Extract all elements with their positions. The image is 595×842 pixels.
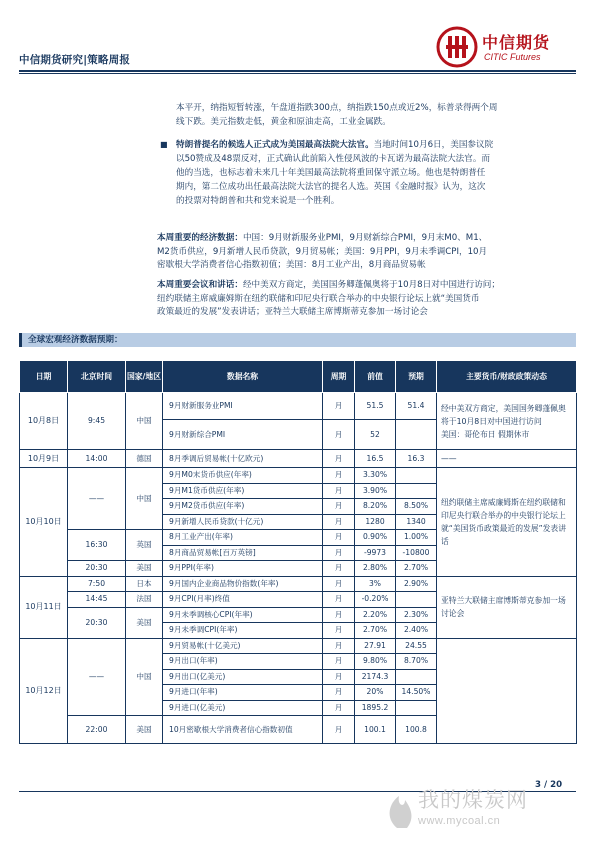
cell-indicator: 9月财新综合PMI	[163, 420, 323, 450]
watermark-url: www.mycoal.cn	[418, 815, 501, 827]
cell-previous: 20%	[355, 685, 396, 701]
table-row	[20, 638, 577, 654]
section-heading: 本周重要会议和讲话：	[157, 280, 243, 290]
cell-period: 月	[323, 700, 355, 716]
cell-forecast: 24.55	[396, 638, 437, 654]
cell-forecast	[396, 420, 437, 450]
watermark-text: 我的煤炭网	[418, 788, 528, 812]
cell-forecast: 14.50%	[396, 685, 437, 701]
cell-country: 英国	[126, 530, 163, 561]
cell-indicator: 9月进口(年率)	[163, 685, 323, 701]
cell-previous: 52	[355, 420, 396, 450]
cell-previous: 100.1	[355, 716, 396, 744]
cell-forecast: 51.4	[396, 393, 437, 420]
cell-country: 中国	[126, 638, 163, 716]
cell-country: 法国	[126, 592, 163, 608]
cell-previous: 0.90%	[355, 530, 396, 546]
text-line: 纽约联储主席威廉姆斯在纽约联储和印尼央行联合举办的中央银行论坛上就“美国货币	[157, 293, 480, 304]
cell-country: 美国	[126, 716, 163, 744]
cell-period: 月	[323, 545, 355, 561]
bullet-square-icon: ■	[160, 140, 168, 149]
cell-previous: 1280	[355, 514, 396, 530]
cell-indicator: 9月M2货币供应(年率)	[163, 499, 323, 515]
cell-time: 22:00	[68, 716, 126, 744]
cell-time: 20:30	[68, 607, 126, 638]
header-rule-thin	[19, 73, 576, 74]
cell-period: 月	[323, 654, 355, 670]
table-header-row	[20, 361, 577, 393]
cell-previous: 2174.3	[355, 669, 396, 685]
cell-period: 月	[323, 669, 355, 685]
cell-forecast	[396, 592, 437, 608]
cell-indicator: 9月贸易帐(十亿美元)	[163, 638, 323, 654]
text-line: 当地时间10月6日，美国参议院	[373, 140, 494, 150]
section-bar-global-macro: 全球宏观经济数据预期：	[19, 333, 576, 347]
cell-previous: 51.5	[355, 393, 396, 420]
cell-time: 20:30	[68, 561, 126, 577]
cell-policy	[437, 393, 577, 450]
cell-country: 德国	[126, 450, 163, 468]
cell-previous: 2.20%	[355, 607, 396, 623]
col-header-time: 北京时间	[68, 361, 126, 393]
cell-previous: 3.30%	[355, 468, 396, 484]
text-line: 经中美双方商定，美国国务卿蓬佩奥将于10月8日对中国进行访问；	[242, 280, 500, 290]
cell-period: 月	[323, 607, 355, 623]
cell-indicator: 9月PPI(年率)	[163, 561, 323, 577]
table-row	[20, 393, 577, 420]
cell-period: 月	[323, 450, 355, 468]
section-heading: 本周重要的经济数据：	[157, 233, 243, 243]
cell-indicator: 9月M0末货币供应(年率)	[163, 468, 323, 484]
cell-forecast	[396, 669, 437, 685]
cell-indicator: 8月工业产出(年率)	[163, 530, 323, 546]
brand-name-cn: 中信期货	[482, 33, 551, 52]
cell-period: 月	[323, 420, 355, 450]
col-header-indicator: 数据名称	[163, 361, 323, 393]
cell-indicator: 9月进口(亿美元)	[163, 700, 323, 716]
cell-forecast: -10800	[396, 545, 437, 561]
cell-forecast: 2.30%	[396, 607, 437, 623]
cell-indicator: 9月国内企业商品物价指数(年率)	[163, 576, 323, 592]
cell-country: 中国	[126, 393, 163, 450]
header-rule	[19, 70, 576, 72]
cell-previous: 3%	[355, 576, 396, 592]
col-header-forecast: 预期	[396, 361, 437, 393]
weekly-economic-data	[157, 232, 577, 273]
text-line: 以50赞成及48票反对，正式确认此前陷入性侵风波的卡瓦诺为最高法院大法官。而	[176, 154, 491, 164]
cell-previous: -0.20%	[355, 592, 396, 608]
cell-previous: 9.80%	[355, 654, 396, 670]
cell-country: 美国	[126, 607, 163, 638]
cell-country: 中国	[126, 468, 163, 530]
cell-indicator: 8月季调后贸易帐(十亿欧元)	[163, 450, 323, 468]
cell-period: 月	[323, 576, 355, 592]
cell-indicator: 9月出口(亿美元)	[163, 669, 323, 685]
text-line: 政策最近的发展”发表讲话；亚特兰大联储主席博斯蒂克参加一场讨论会	[157, 307, 428, 317]
paragraph-heading: 特朗普提名的候选人正式成为美国最高法院大法官。	[176, 140, 374, 150]
cell-period: 月	[323, 530, 355, 546]
cell-period: 月	[323, 393, 355, 420]
cell-period: 月	[323, 685, 355, 701]
cell-time: 7:50	[68, 576, 126, 592]
cell-forecast	[396, 468, 437, 484]
cell-previous: 1895.2	[355, 700, 396, 716]
text-line: 本平开，纳指短暂转涨，午盘道指跌300点，纳指跌150点或近2%，标普录得两个周	[176, 103, 498, 113]
cell-country: 日本	[126, 576, 163, 592]
cell-indicator: 8月商品贸易帐[百万英镑]	[163, 545, 323, 561]
cell-time: ——	[68, 638, 126, 716]
cell-date: 10月10日	[20, 468, 68, 577]
policy-text: 美国：哥伦布日 假期休市	[441, 429, 530, 439]
text-line: 的投票对特朗普和共和党来说是一个胜利。	[176, 196, 340, 206]
cell-forecast: 2.70%	[396, 561, 437, 577]
cell-forecast: 8.70%	[396, 654, 437, 670]
table-row	[20, 450, 577, 468]
cell-period: 月	[323, 514, 355, 530]
cell-country: 美国	[126, 561, 163, 577]
table-row	[20, 468, 577, 484]
policy-text: 经中美双方商定，美国国务卿蓬佩奥将于10月8日对中国进行访问	[441, 403, 566, 426]
cell-period: 月	[323, 638, 355, 654]
cell-indicator: 9月M1货币供应(年率)	[163, 483, 323, 499]
supreme-court-paragraph	[176, 138, 576, 208]
cell-forecast: 8.50%	[396, 499, 437, 515]
col-header-country: 国家/地区	[126, 361, 163, 393]
col-header-date: 日期	[20, 361, 68, 393]
cell-policy: ——	[437, 450, 577, 468]
brand-name-en: CITIC Futures	[484, 52, 541, 62]
cell-previous: 27.91	[355, 638, 396, 654]
cell-time: ——	[68, 468, 126, 530]
cell-date: 10月9日	[20, 450, 68, 468]
weekly-meetings-speeches	[157, 279, 577, 320]
cell-previous: 3.90%	[355, 483, 396, 499]
text-line: 期内，第二位成功出任最高法院大法官的提名人选。英国《金融时报》认为，这次	[176, 182, 486, 192]
col-header-policy: 主要货币/财政政策动态	[437, 361, 577, 393]
cell-previous: 2.80%	[355, 561, 396, 577]
cell-date: 10月12日	[20, 638, 68, 744]
cell-previous: 8.20%	[355, 499, 396, 515]
cell-period: 月	[323, 468, 355, 484]
cell-period: 月	[323, 561, 355, 577]
cell-time: 14:45	[68, 592, 126, 608]
text-line: 中国：9月财新服务业PMI，9月财新综合PMI，9月末M0、M1、	[242, 233, 488, 243]
col-header-period: 周期	[323, 361, 355, 393]
text-line: M2货币供应，9月新增人民币贷款，9月贸易帐；美国：9月PPI，9月未季调CPI，10月	[157, 246, 488, 257]
cell-previous: -9973	[355, 545, 396, 561]
cell-forecast: 100.8	[396, 716, 437, 744]
cell-date: 10月11日	[20, 576, 68, 638]
cell-forecast: 16.3	[396, 450, 437, 468]
market-summary-paragraph	[176, 101, 576, 129]
cell-policy	[437, 638, 577, 744]
cell-indicator: 9月财新服务业PMI	[163, 393, 323, 420]
cell-period: 月	[323, 592, 355, 608]
macro-calendar-table	[19, 360, 577, 744]
cell-period: 月	[323, 483, 355, 499]
cell-time: 9:45	[68, 393, 126, 450]
cell-forecast: 2.40%	[396, 623, 437, 639]
cell-time: 16:30	[68, 530, 126, 561]
cell-forecast: 1340	[396, 514, 437, 530]
cell-indicator: 9月未季调核心CPI(年率)	[163, 607, 323, 623]
cell-indicator: 9月未季调CPI(年率)	[163, 623, 323, 639]
cell-forecast: 1.00%	[396, 530, 437, 546]
col-header-previous: 前值	[355, 361, 396, 393]
cell-policy: 亚特兰大联储主席博斯蒂克参加一场讨论会	[437, 576, 577, 638]
cell-forecast	[396, 700, 437, 716]
cell-indicator: 9月新增人民币贷款(十亿元)	[163, 514, 323, 530]
cell-period: 月	[323, 623, 355, 639]
cell-indicator: 9月CPI(月率)终值	[163, 592, 323, 608]
cell-forecast	[396, 483, 437, 499]
cell-indicator: 9月出口(年率)	[163, 654, 323, 670]
cell-policy: 纽约联储主席威廉姆斯在纽约联储和印尼央行联合举办的中央银行论坛上就“美国货币政策最近的发展”发表讲话	[437, 468, 577, 577]
report-header-title: 中信期货研究|策略周报	[19, 54, 131, 66]
cell-previous: 16.5	[355, 450, 396, 468]
text-line: 他的当选，也标志着未来几十年美国最高法院将重回保守派立场。他也是特朗普任	[176, 168, 486, 178]
text-line: 线下跌。美元指数走低，黄金和原油走高，工业金属跌。	[176, 117, 391, 127]
cell-indicator: 10月密歇根大学消费者信心指数初值	[163, 716, 323, 744]
cell-date: 10月8日	[20, 393, 68, 450]
table-row	[20, 576, 577, 592]
text-line: 密歇根大学消费者信心指数初值；美国：8月工业产出，8月商品贸易帐	[157, 260, 426, 270]
cell-previous: 2.70%	[355, 623, 396, 639]
citic-logo-icon	[436, 26, 478, 68]
page-number: 3 / 20	[535, 780, 563, 790]
cell-period: 月	[323, 499, 355, 515]
cell-period: 月	[323, 716, 355, 744]
cell-time: 14:00	[68, 450, 126, 468]
cell-forecast: 2.90%	[396, 576, 437, 592]
